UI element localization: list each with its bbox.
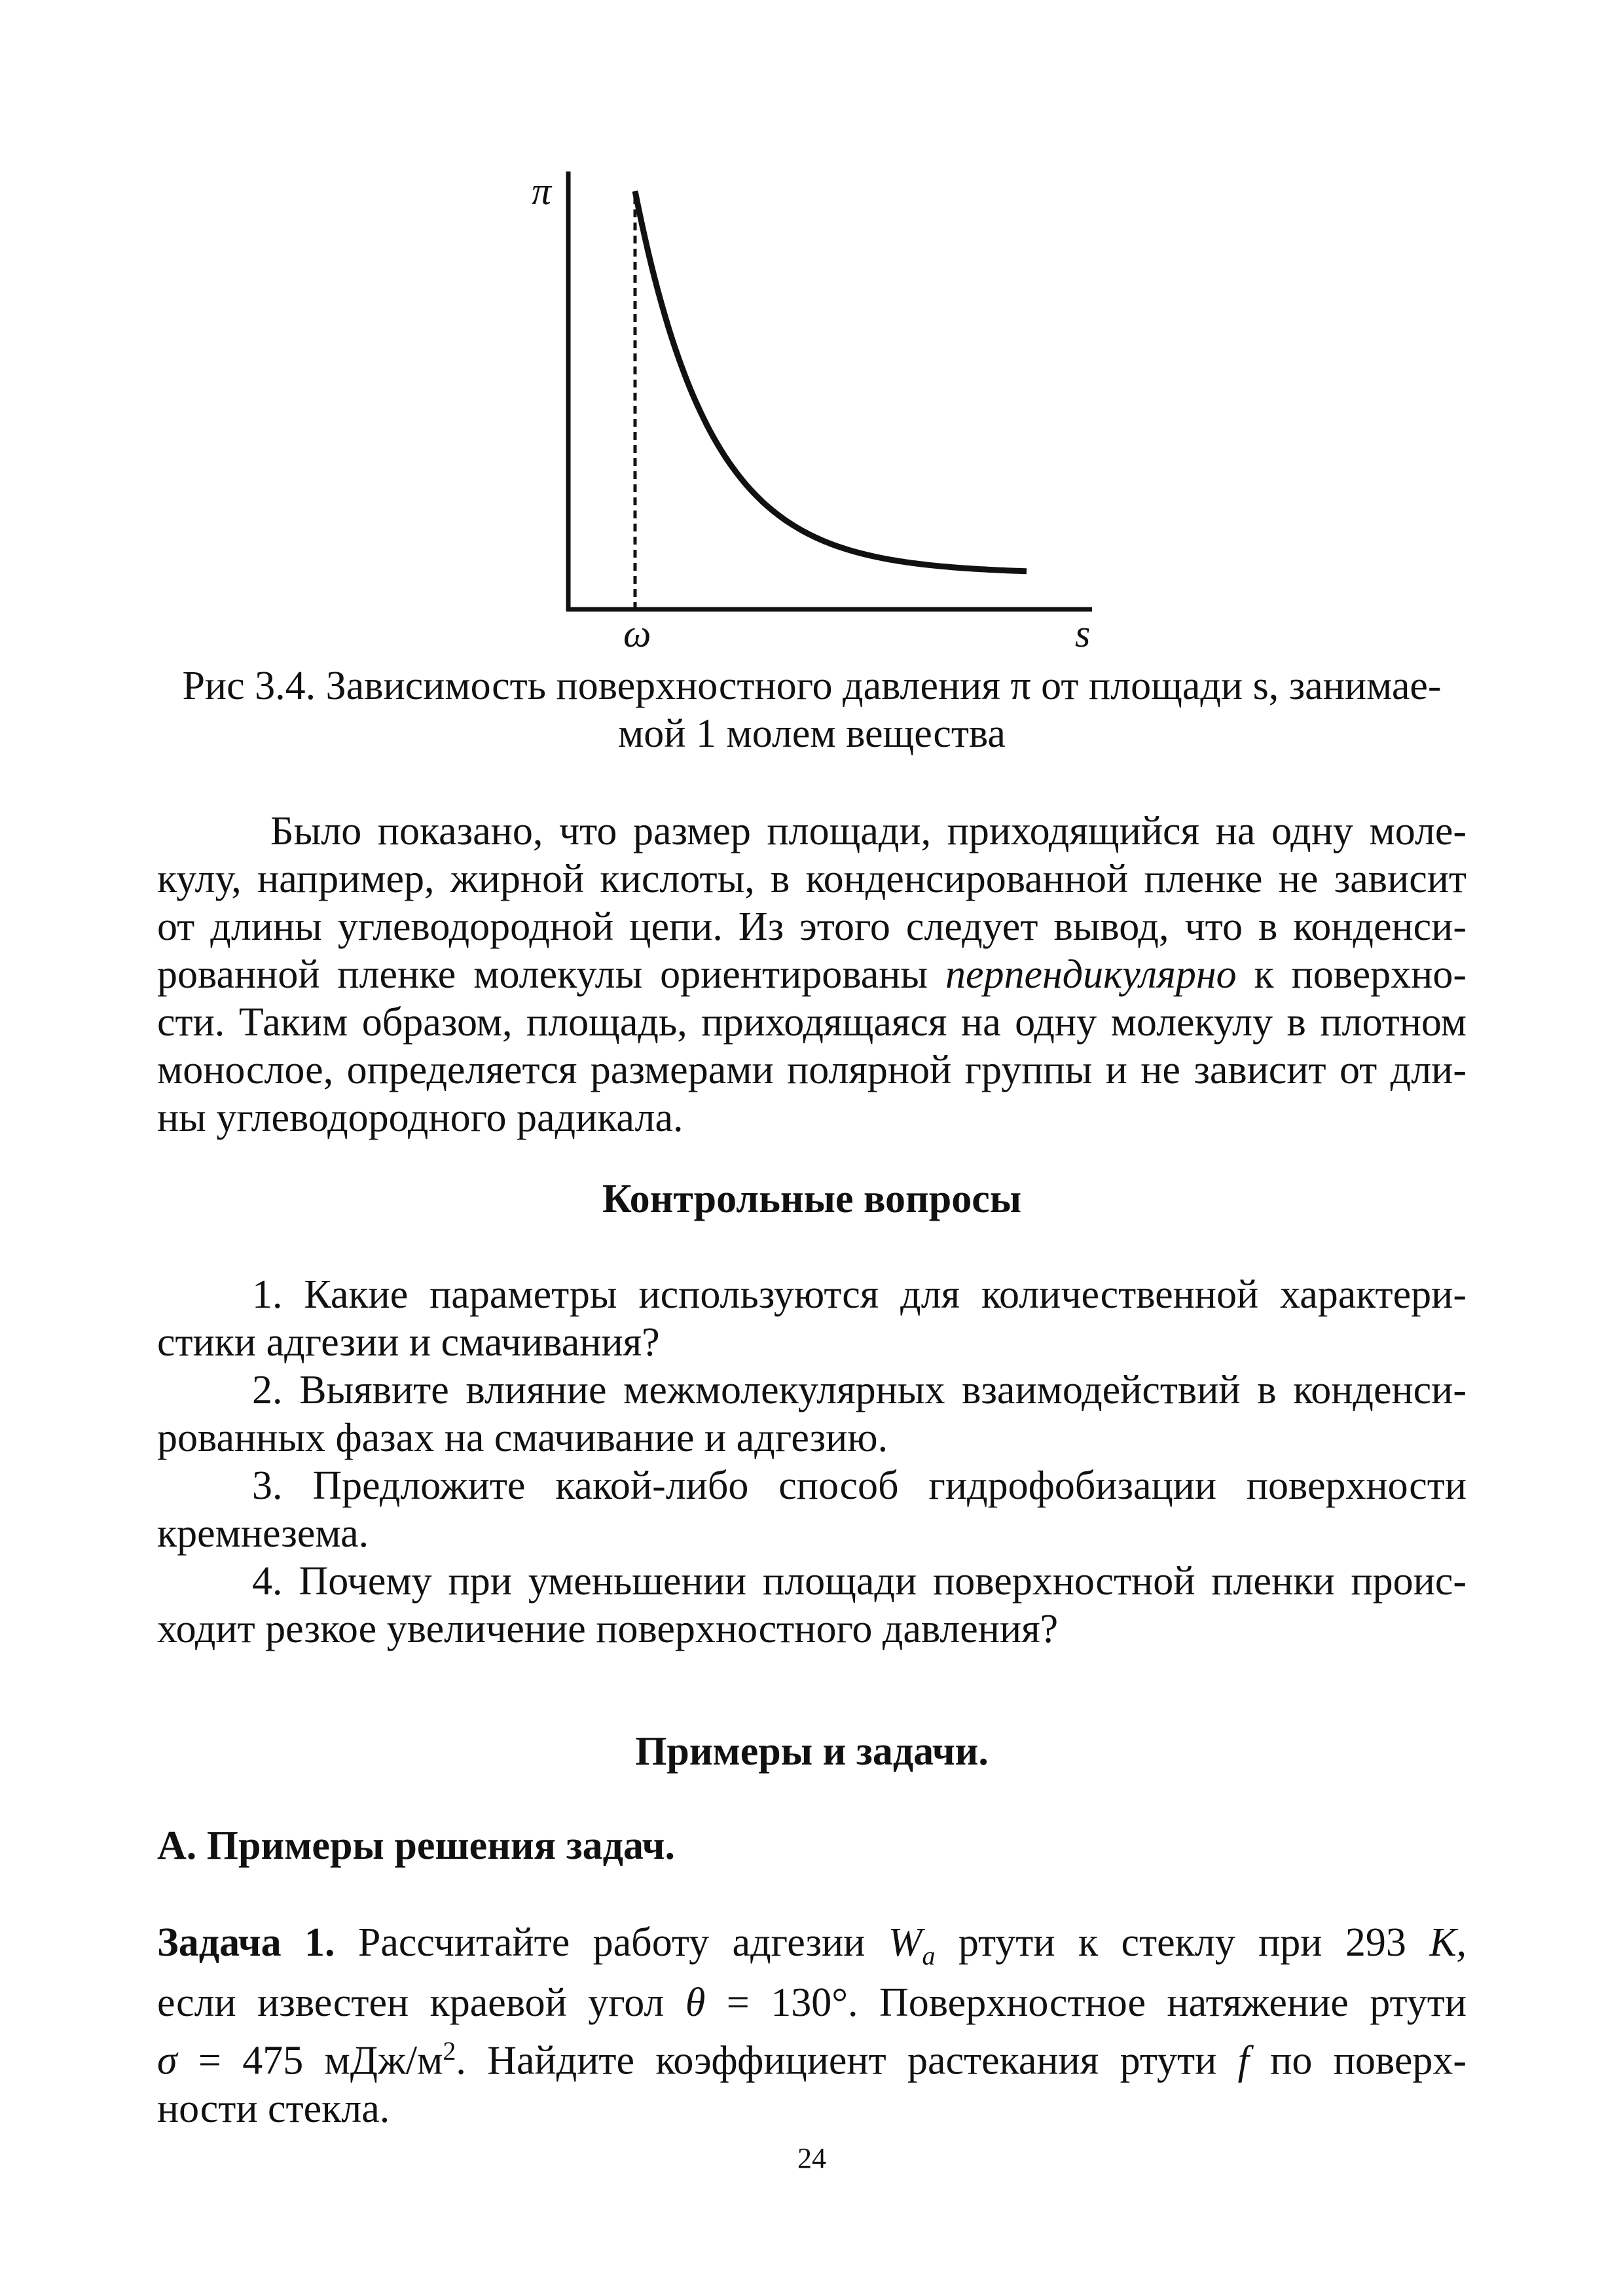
omega-label: ω	[623, 612, 651, 655]
question-2-line-2: рованных фазах на смачивание и адгезию.	[157, 1416, 888, 1460]
question-2-line-1: 2. Выявите влияние межмолекулярных взаимодействий в конденси-	[252, 1368, 1467, 1412]
task-text: Рассчитайте работу адгезии	[335, 1920, 888, 1965]
caption-line-2: мой 1 молем вещества	[618, 711, 1006, 756]
task-text: ртути к стеклу при 293	[935, 1920, 1430, 1965]
para-text: к поверхно-	[1236, 952, 1467, 997]
symbol-K: К,	[1429, 1920, 1467, 1965]
question-3-line-2: кремнезема.	[157, 1511, 369, 1556]
para-line: кулу, например, жирной кислоты, в конденсированной пленке не зависит	[157, 857, 1467, 901]
task-1-line-3	[157, 2027, 1467, 2085]
task-text: = 475 мДж/м	[177, 2039, 443, 2084]
questions-list	[157, 1271, 1467, 1653]
figure-caption	[157, 662, 1467, 758]
para-line: Было показано, что размер площади, приходящийся на одну моле-	[270, 809, 1467, 853]
task-1-label: Задача 1.	[157, 1920, 335, 1965]
task-text: по поверх-	[1249, 2039, 1467, 2084]
para-line: сти. Таким образом, площадь, приходящаяся на одну молекулу в плотном	[157, 1000, 1467, 1045]
para-line: монослое, определяется размерами полярной группы и не зависит от дли-	[157, 1048, 1467, 1092]
task-text: если известен краевой угол	[157, 1981, 685, 2026]
task-text: . Найдите коэффициент растекания ртути	[456, 2039, 1238, 2084]
page-number: 24	[797, 2142, 826, 2174]
task-text: = 130°. Поверхностное натяжение ртути	[705, 1981, 1467, 2026]
examples-subheading: А. Примеры решения задач.	[157, 1823, 675, 1868]
symbol-W: W	[888, 1920, 922, 1965]
task-1	[157, 1919, 1467, 2133]
question-1-line-1: 1. Какие параметры используются для количественной характери-	[252, 1272, 1467, 1317]
para-line	[157, 951, 1467, 999]
emphasis-perpendicular: перпендикулярно	[945, 952, 1237, 997]
para-line: ны углеводородного радикала.	[157, 1096, 684, 1140]
pressure-curve	[635, 191, 1027, 571]
x-axis-label: s	[1075, 612, 1091, 655]
question-3-line-1: 3. Предложите какой-либо способ гидрофобизации поверхности	[252, 1463, 1467, 1508]
para-line: от длины углеводородной цепи. Из этого следует вывод, что в конденси-	[157, 905, 1467, 949]
figure	[0, 0, 1623, 655]
chart-svg	[0, 0, 1623, 655]
task-1-line-1	[157, 1919, 1467, 1979]
para-text: рованной пленке молекулы ориентированы	[157, 952, 945, 997]
question-4-line-1: 4. Почему при уменьшении площади поверхностной пленки проис-	[252, 1559, 1467, 1604]
question-1-line-2: стики адгезии и смачивания?	[157, 1320, 660, 1365]
examples-heading: Примеры и задачи.	[635, 1729, 989, 1774]
question-4-line-2: ходит резкое увеличение поверхностного давления?	[157, 1607, 1059, 1651]
y-axis-label: π	[532, 170, 552, 213]
symbol-sigma: σ	[157, 2039, 177, 2084]
symbol-f: f	[1237, 2039, 1249, 2084]
caption-line-1: Рис 3.4. Зависимость поверхностного давления π от площади s, занимае-	[182, 664, 1442, 708]
task-1-line-4: ности стекла.	[157, 2087, 390, 2132]
paragraph-body	[157, 808, 1467, 1142]
control-questions-heading: Контрольные вопросы	[602, 1177, 1022, 1221]
symbol-theta: θ	[685, 1981, 706, 2026]
superscript-2: 2	[443, 2036, 456, 2066]
symbol-W-subscript: a	[922, 1941, 936, 1971]
task-1-line-2	[157, 1979, 1467, 2027]
